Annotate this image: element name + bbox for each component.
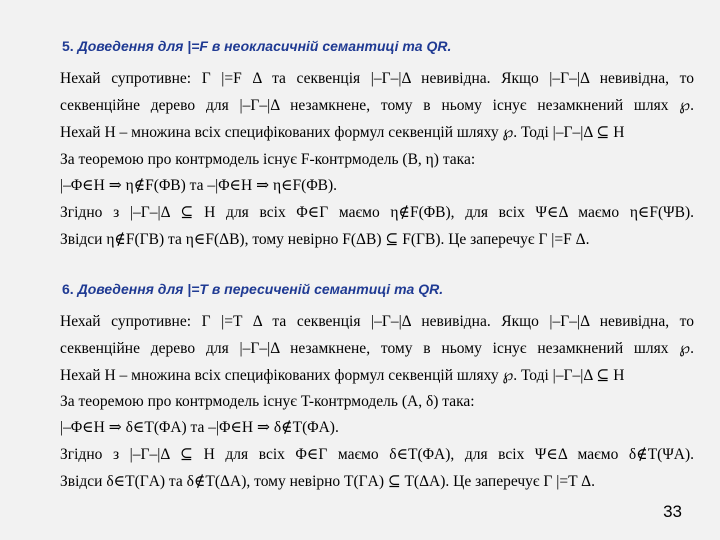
section-6-title: Доведення для |=T в пересиченій семантиці та QR. [77,281,444,297]
section-6-number: 6. [62,281,74,297]
section-6-line-3: Нехай H – множина всіх специфікованих формул секвенцій шляху ℘. Тоді |–Γ–|Δ ⊆ H [60,367,625,384]
section-5-line-2: секвенційне дерево для |–Γ–|Δ незамкнене, тому в ньому існує незамкнений шлях ℘. [60,97,694,114]
slide-page [60,0,694,540]
section-5-line-3: Нехай H – множина всіх специфікованих формул секвенцій шляху ℘. Тоді |–Γ–|Δ ⊆ H [60,124,625,141]
section-6-heading [62,281,443,297]
section-5-number: 5. [62,38,74,54]
page-number: 33 [663,502,682,521]
section-6-line-4: За теоремою про контрмодель існує T-контрмодель (A, δ) така: [60,393,475,410]
section-5-title: Доведення для |=F в неокласичній семантиці та QR. [77,38,452,54]
section-6-line-5: |–Φ∈H ⇒ δ∈T(ΦA) та –|Φ∈H ⇒ δ∉T(ΦA). [60,419,339,436]
section-6-line-6: Згідно з |–Γ–|Δ ⊆ H для всіх Φ∈Γ маємо δ∈T(ΦA), для всіх Ψ∈Δ маємо δ∉T(ΨA). [60,446,694,463]
section-5-line-7: Звідси η∉F(ΓB) та η∈F(ΔB), тому невірно F(ΔB) ⊆ F(ΓB). Це заперечує Γ |=F Δ. [60,231,590,248]
section-5-line-4: За теоремою про контрмодель існує F-контрмодель (B, η) така: [60,151,476,168]
section-6-line-1: Нехай супротивне: Γ |=T Δ та секвенція |–Γ–|Δ невивідна. Якщо |–Γ–|Δ невивідна, то [60,313,694,330]
section-5-line-6: Згідно з |–Γ–|Δ ⊆ H для всіх Φ∈Γ маємо η∉F(ΦB), для всіх Ψ∈Δ маємо η∈F(ΨB). [60,204,694,221]
section-6-line-2: секвенційне дерево для |–Γ–|Δ незамкнене, тому в ньому існує незамкнений шлях ℘. [60,340,694,357]
section-5-line-1: Нехай супротивне: Γ |=F Δ та секвенція |–Γ–|Δ невивідна. Якщо |–Γ–|Δ невивідна, то [60,70,694,87]
section-6-line-7: Звідси δ∈T(ΓA) та δ∉T(ΔA), тому невірно T(ΓA) ⊆ T(ΔA). Це заперечує Γ |=T Δ. [60,473,595,490]
section-5-line-5: |–Φ∈H ⇒ η∉F(ΦB) та –|Φ∈H ⇒ η∈F(ΦB). [60,177,338,194]
section-5-heading [62,38,451,54]
